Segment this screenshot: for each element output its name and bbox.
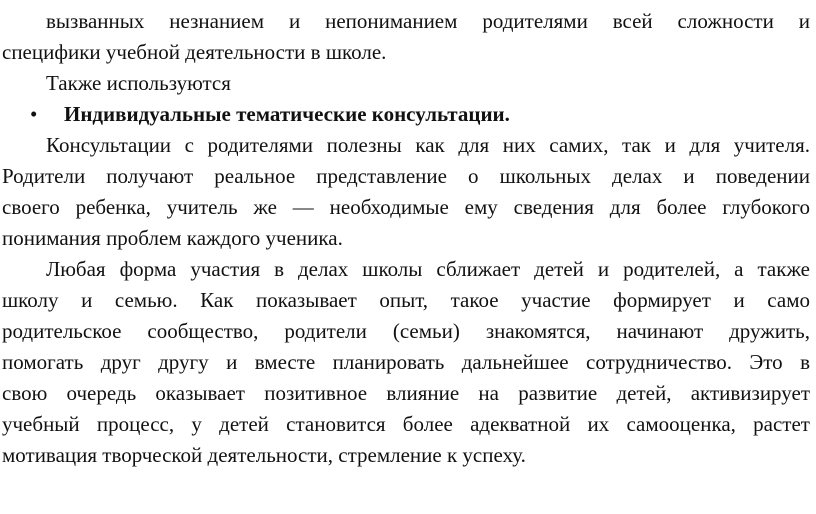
text-line: Родители получают реальное представление о школьных делах и поведении — [2, 164, 810, 188]
text-line: своего ребенка, учитель же — необходимые ему сведения для более глубокого — [2, 195, 810, 219]
text-line: Консультации с родителями полезны как для них самих, так и для учителя. — [46, 133, 810, 157]
text-line: учебный процесс, у детей становится более адекватной их самооценка, растет — [2, 412, 810, 436]
text-line: мотивация творческой деятельности, стремление к успеху. — [2, 443, 526, 467]
text-line: вызванных незнанием и непониманием родителями всей сложности и — [46, 9, 810, 33]
bullet-item — [30, 99, 810, 130]
bullet-marker: • — [30, 102, 38, 126]
text-line: школу и семью. Как показывает опыт, такое участие формирует и само — [2, 288, 810, 312]
text-line: Любая форма участия в делах школы сближает детей и родителей, а также — [46, 257, 810, 281]
text-line: помогать друг другу и вместе планировать дальнейшее сотрудничество. Это в — [2, 350, 810, 374]
text-line: родительское сообщество, родители (семьи) знакомятся, начинают дружить, — [2, 319, 810, 343]
text-line: понимания проблем каждого ученика. — [2, 226, 343, 250]
text-line: специфики учебной деятельности в школе. — [2, 40, 387, 64]
text-line: свою очередь оказывает позитивное влияние на развитие детей, активизирует — [2, 381, 810, 405]
bullet-text: Индивидуальные тематические консультации. — [64, 102, 510, 126]
text-line: Также используются — [46, 71, 231, 95]
